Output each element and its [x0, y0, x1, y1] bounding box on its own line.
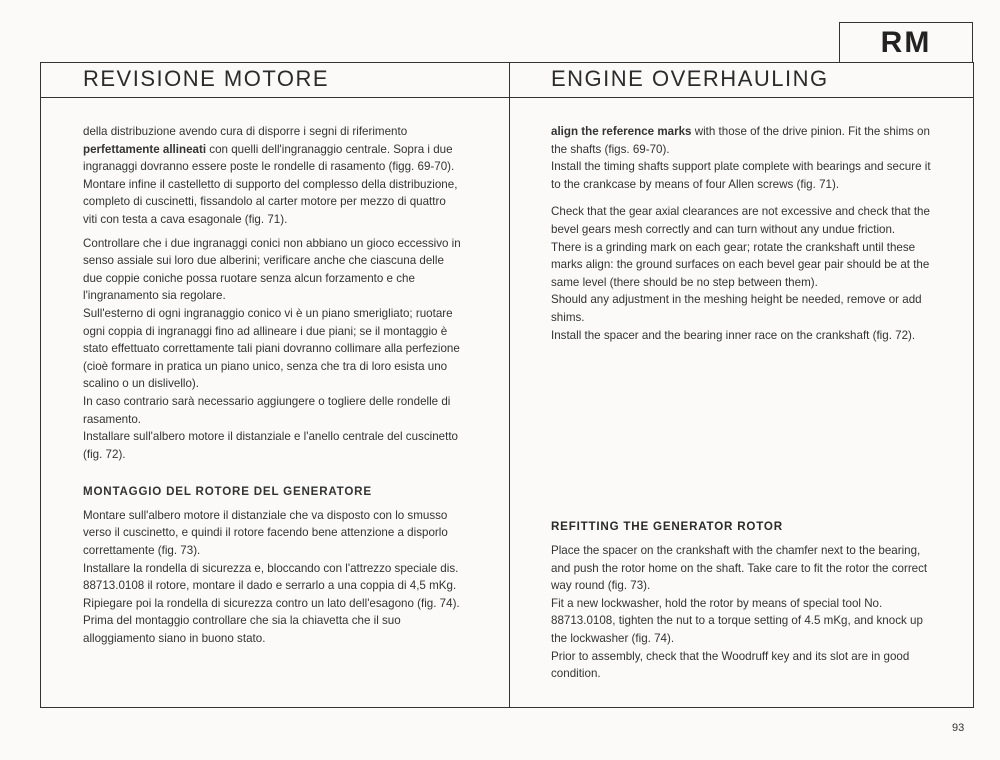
heading-english: ENGINE OVERHAULING [551, 66, 829, 91]
paragraph: Should any adjustment in the meshing height be needed, remove or add shims. [551, 293, 922, 324]
header-divider [41, 97, 973, 98]
paragraph: Fit a new lockwasher, hold the rotor by means of special tool No. 88713.0108, tighten the nut to a torque setting of 4.5 mKg, and knock up the lockwasher (fig. 74). [551, 596, 923, 645]
paragraph: Place the spacer on the crankshaft with the chamfer next to the bearing, and push the rotor home on the shaft. Take care to fit the rotor the correct way round (fig. 73). [551, 544, 928, 593]
paragraph: Controllare che i due ingranaggi conici non abbiano un gioco eccessivo in senso assiale sui loro due alberini; verificare anche che ciascuna delle due coppie coniche possa ruotare senza alcun forzamento e che l'ingranamento sia regolare. [83, 236, 461, 303]
paragraph: Install the spacer and the bearing inner race on the crankshaft (fig. 72). [551, 328, 916, 342]
paragraph: Montare sull'albero motore il distanziale che va disposto con lo smusso verso il cuscinetto, e quindi il rotore facendo bene attenzione a disporlo correttamente (fig. 73). [83, 508, 448, 558]
text-span: della distribuzione avendo cura di disporre i segni di riferimento [83, 125, 408, 138]
page-frame [40, 62, 974, 708]
paragraph: Installare la rondella di sicurezza e, bloccando con l'attrezzo speciale dis. 88713.0108 il rotore, montare il dado e serrarlo a una coppia di 4,5 mKg. Ripiegare poi la rondella di sicurezza contro un lato dell'esagono (fig. 74). [83, 561, 460, 610]
paragraph: Check that the gear axial clearances are not excessive and check that the bevel gears mesh correctly and can turn without any undue friction. [551, 205, 930, 236]
section-badge: RM [839, 22, 973, 62]
english-column [551, 123, 931, 344]
paragraph: There is a grinding mark on each gear; rotate the crankshaft until these marks align: the ground surfaces on each bevel gear pair should be at the same level (there should be no step between them). [551, 240, 930, 289]
subheading-italian: MONTAGGIO DEL ROTORE DEL GENERATORE [83, 485, 372, 499]
paragraph: Sull'esterno di ogni ingranaggio conico vi è un piano smerigliato; ruotare ogni coppia di ingranaggi fino ad allineare i due piani; se il montaggio è stato effettuato correttamente tali piani dovranno collimare alla perfezione (cioè formare in pratica un piano unico, senza che tra di loro esista uno scalino o un dislivello). [83, 306, 460, 391]
paragraph: Prima del montaggio controllare che sia la chiavetta che il suo alloggiamento siano in buono stato. [83, 614, 401, 646]
paragraph: In caso contrario sarà necessario aggiungere o togliere delle rondelle di rasamento. [83, 394, 451, 426]
column-divider [509, 63, 510, 707]
text-span: with those of the drive pinion. Fit the shims on the shafts (figs. 69-70). [551, 125, 930, 156]
text-span: con quelli dell'ingranaggio centrale. Sopra i due ingranaggi dovranno essere poste le rondelle di rasamento (figg. 69-70). Montare infine il castelletto di supporto del complesso della distribuzione, completo di cuscinetti, fissandolo al carter motore per mezzo di quattro viti con testa a cava esagonale (fig. 71). [83, 142, 458, 226]
bold-text-span: align the reference marks [551, 125, 692, 138]
paragraph [83, 123, 463, 229]
english-column-rotor [551, 542, 931, 683]
paragraph: Prior to assembly, check that the Woodruff key and its slot are in good condition. [551, 649, 910, 681]
paragraph: Installare sull'albero motore il distanziale e l'anello centrale del cuscinetto (fig. 72). [83, 430, 458, 461]
bold-text-span: perfettamente allineati [83, 142, 207, 156]
paragraph: Install the timing shafts support plate complete with bearings and secure it to the crankcase by means of four Allen screws (fig. 71). [551, 160, 931, 191]
italian-column [83, 123, 463, 648]
heading-italian: REVISIONE MOTORE [83, 66, 330, 91]
page-number: 93 [952, 722, 965, 734]
paragraph [551, 123, 931, 158]
subheading-english: REFITTING THE GENERATOR ROTOR [551, 520, 783, 533]
